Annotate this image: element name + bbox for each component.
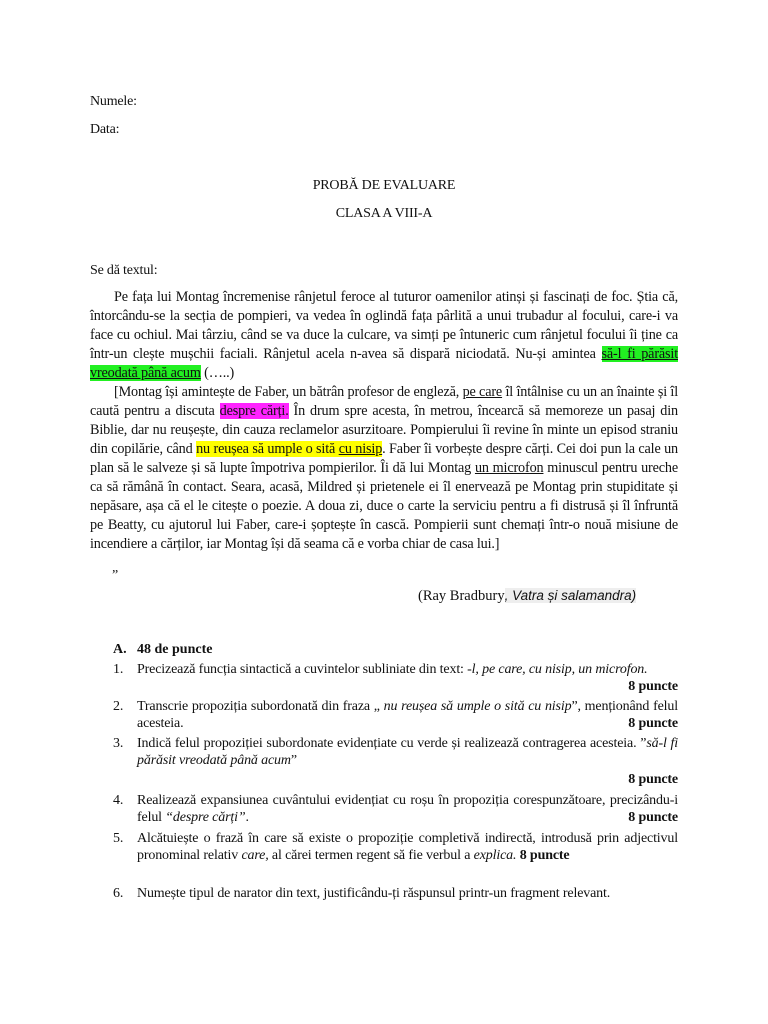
- source-citation: [418, 588, 636, 605]
- passage-text: În drum spre acesta, în metrou, încearcă să memoreze un pasaj din Biblie, dar nu reușește, din cauza reclamelor asurzitoare. Pompierului îi revine în minte un episod straniu din copilărie, când: [90, 403, 678, 457]
- yellow-highlight: [196, 441, 382, 457]
- question-body: Realizează expansiunea cuvântului evidențiat cu roșu în propoziția corespunzătoare, precizându-i felul: [137, 793, 678, 825]
- question-body: Indică felul propoziției subordonate evidențiate cu verde și realizează contragerea acesteia. ”: [137, 736, 647, 751]
- question-item: [113, 830, 678, 884]
- work-title: , Vatra și salamandra): [504, 588, 637, 603]
- question-emphasis: “despre cărți”: [165, 810, 246, 825]
- question-body: Alcătuiește o frază în care să existe o propoziție completivă indirectă, introdusă prin adjectivul pronominal relativ: [137, 831, 678, 863]
- question-item: [113, 792, 678, 829]
- section-points: 48 de puncte: [137, 642, 213, 657]
- passage-text: (…..): [200, 365, 235, 381]
- question-item: [113, 661, 678, 697]
- question-text: [137, 735, 678, 769]
- passage-text: Pe fața lui Montag încremenise rânjetul feroce al tuturor oamenilor atinși și fascinați de foc. Știa că, întorcându-se la secția de pompieri, va vedea în oglindă fața pârlită a unui trubadur al focului, care-i va face cu ochiul. Mai târziu, când se va duce la culcare, va simți pe întuneric cum rânjetul focului îi ține ca într-un clește mușchii faciali. Rânjetul acela n-avea să dispară niciodată. Nu-și amintea: [90, 289, 678, 362]
- name-label: Numele:: [90, 94, 137, 109]
- date-label: Data:: [90, 122, 120, 137]
- question-list: [113, 661, 678, 903]
- green-highlight: să-l fi părăsit vreodată până acum: [90, 346, 678, 381]
- question-emphasis: nu reușea să umple o sită cu nisip: [383, 699, 572, 714]
- author: (Ray Bradbury: [418, 588, 505, 604]
- magenta-highlight: despre cărți.: [219, 403, 289, 419]
- question-item: [113, 698, 678, 734]
- question-number: 3.: [113, 736, 124, 751]
- passage-paragraph-2: [90, 383, 678, 554]
- passage-text: . Faber îi vorbește despre cărți. Cei doi pun la cale un plan să le salveze și să lupte împotriva pompierilor. Îi dă lui Montag: [90, 441, 678, 476]
- intro-label: Se dă textul:: [90, 263, 158, 278]
- question-body: Precizează funcția sintactică a cuvintelor subliniate din text: -: [137, 662, 472, 677]
- question-points: 8 puncte: [628, 716, 678, 731]
- question-points: 8 puncte: [628, 772, 678, 787]
- question-body: Transcrie propoziția subordonată din fraza „: [137, 699, 384, 714]
- question-body: ”: [290, 753, 297, 768]
- question-emphasis: explica.: [473, 848, 517, 863]
- question-emphasis: să-l fi părăsit vreodată până acum: [137, 736, 679, 768]
- question-number: 5.: [113, 831, 124, 846]
- question-emphasis: l, pe care, cu nisip, un microfon.: [471, 662, 648, 677]
- passage-paragraph-1: [90, 288, 678, 383]
- page-subtitle: CLASA A VIII-A: [335, 206, 433, 221]
- question-body: .: [245, 810, 249, 825]
- passage-text: minuscul pentru ureche ca să rămână în contact. Seara, acasă, Mildred și prietenele ei îl enervează pe Montag prin stupiditate și nepăsare, așa că el le citește o poezie. A doua zi, duce o carte la serviciu pentru a fi distrusă și îl înfruntă pe Beatty, cu ajutorul lui Faber, care-i șoptește în cască. Pompierii sunt chemați într-o nouă misiune de incendiere a cărților, iar Montag își dă seama că e vorba chiar de casa lui.]: [90, 460, 678, 552]
- question-item: [113, 885, 678, 902]
- question-number: 4.: [113, 793, 124, 808]
- question-points: 8 puncte: [519, 848, 570, 863]
- highlight-text: nu reușea să umple o sită: [196, 441, 339, 457]
- underlined-word: cu nisip: [338, 441, 383, 457]
- question-number: 1.: [113, 662, 124, 677]
- question-number: 2.: [113, 699, 124, 714]
- question-body: Numește tipul de narator din text, justificându-ți răspunsul printr-un fragment relevant.: [137, 886, 611, 901]
- question-text: [137, 830, 678, 864]
- question-text: [137, 885, 678, 902]
- question-item: [113, 735, 678, 788]
- question-text: [137, 661, 678, 694]
- passage-text: îl întâlnise cu un an înainte și îl caută pentru a discuta: [90, 384, 678, 419]
- section-letter: A.: [113, 642, 127, 657]
- question-number: 6.: [113, 886, 124, 901]
- question-text: [137, 792, 678, 826]
- question-text: [137, 698, 678, 732]
- question-emphasis: care,: [241, 848, 269, 863]
- question-body: ”, menționând felul acesteia.: [137, 699, 678, 731]
- question-body: al cărei termen regent să fie verbul a: [268, 848, 474, 863]
- question-points: 8 puncte: [628, 679, 678, 694]
- closing-quote: ”: [112, 568, 119, 583]
- passage-text: [Montag își amintește de Faber, un bătrân profesor de engleză,: [114, 384, 463, 400]
- question-points: 8 puncte: [628, 810, 678, 825]
- underlined-word: un microfon: [474, 460, 544, 476]
- underlined-word: pe care: [462, 384, 503, 400]
- page-title: PROBĂ DE EVALUARE: [312, 178, 456, 193]
- section-heading: [113, 642, 212, 658]
